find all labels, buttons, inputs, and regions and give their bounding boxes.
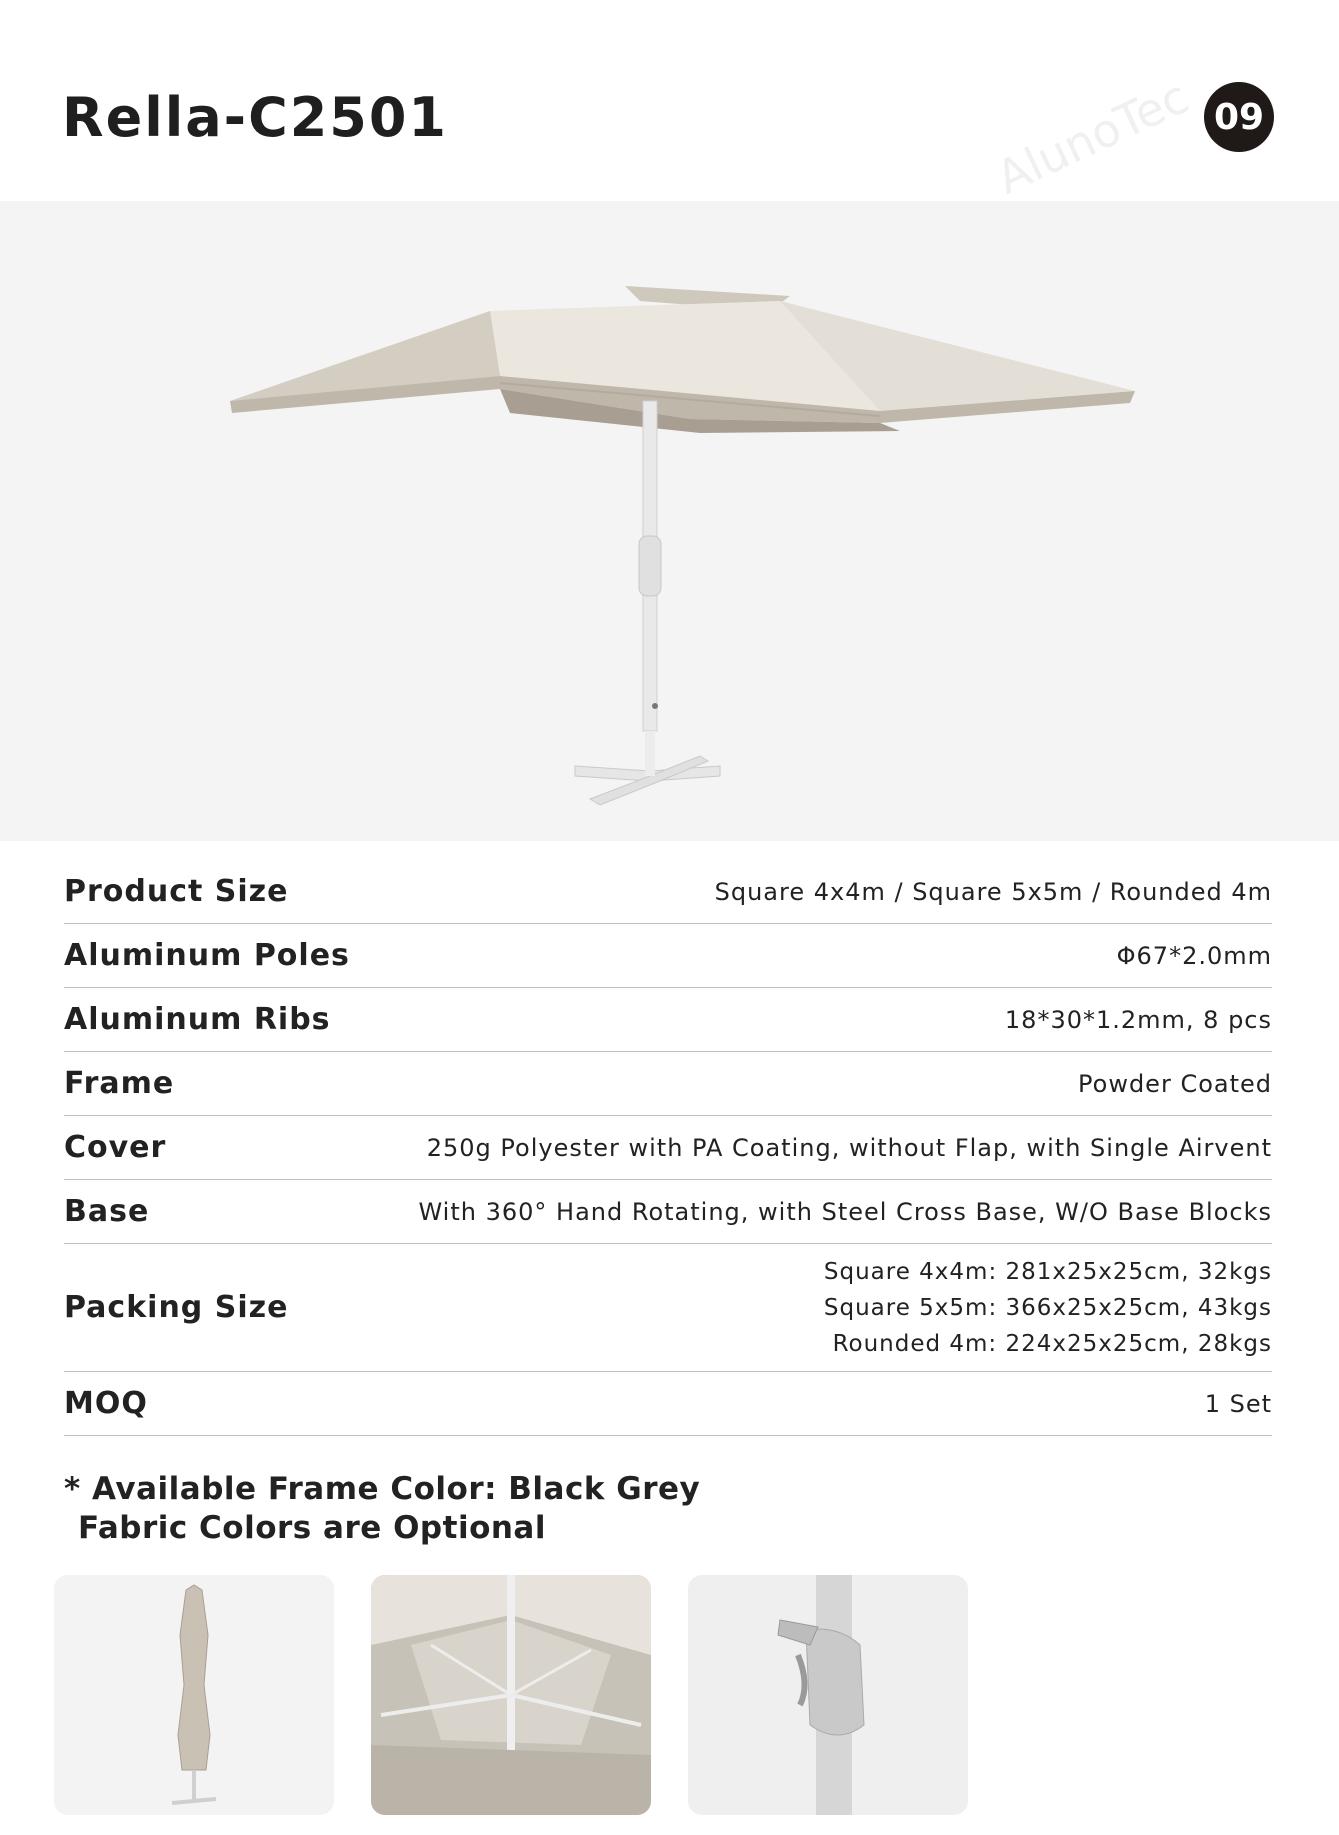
spec-value: 1 Set	[1204, 1389, 1272, 1418]
thumbnail-crank-handle	[688, 1575, 968, 1815]
spec-row-aluminum-poles	[64, 924, 1272, 988]
spec-row-frame	[64, 1052, 1272, 1116]
spec-label: Base	[64, 1194, 150, 1229]
color-note-line1: * Available Frame Color: Black Grey	[64, 1471, 701, 1507]
spec-table	[64, 860, 1272, 1436]
umbrella-illustration	[0, 201, 1339, 841]
spec-value: 250g Polyester with PA Coating, without Flap, with Single Airvent	[426, 1133, 1272, 1162]
spec-label: MOQ	[64, 1386, 148, 1421]
watermark: AlunoTec	[988, 69, 1197, 205]
canopy-underside-illustration	[371, 1575, 651, 1815]
spec-value: Powder Coated	[1078, 1069, 1272, 1098]
spec-row-cover	[64, 1116, 1272, 1180]
spec-label: Aluminum Ribs	[64, 1002, 331, 1037]
product-hero-image	[0, 201, 1339, 841]
spec-value: With 360° Hand Rotating, with Steel Cross Base, W/O Base Blocks	[418, 1197, 1272, 1226]
spec-value-line: Square 5x5m: 366x25x25cm, 43kgs	[823, 1294, 1272, 1321]
spec-value: 18*30*1.2mm, 8 pcs	[1004, 1005, 1272, 1034]
spec-value: Square 4x4m / Square 5x5m / Rounded 4m	[714, 877, 1272, 906]
closed-umbrella-illustration	[54, 1575, 334, 1815]
spec-label: Cover	[64, 1130, 167, 1165]
page-title: Rella-C2501	[62, 86, 448, 149]
spec-row-base	[64, 1180, 1272, 1244]
spec-value-list	[824, 1254, 1272, 1362]
spec-value-line: Rounded 4m: 224x25x25cm, 28kgs	[832, 1330, 1272, 1357]
spec-label: Frame	[64, 1066, 175, 1101]
spec-label: Product Size	[64, 874, 289, 909]
page-number-badge: 09	[1204, 82, 1274, 152]
thumbnail-canopy-underside	[371, 1575, 651, 1815]
color-note-line2: Fabric Colors are Optional	[78, 1510, 546, 1546]
spec-row-packing-size	[64, 1244, 1272, 1372]
spec-row-aluminum-ribs	[64, 988, 1272, 1052]
spec-label: Aluminum Poles	[64, 938, 350, 973]
spec-value-line: Square 4x4m: 281x25x25cm, 32kgs	[823, 1258, 1272, 1285]
crank-handle-illustration	[688, 1575, 968, 1815]
spec-row-product-size	[64, 860, 1272, 924]
color-note	[64, 1470, 700, 1548]
spec-label: Packing Size	[64, 1290, 289, 1325]
spec-value: Φ67*2.0mm	[1116, 941, 1272, 970]
spec-row-moq	[64, 1372, 1272, 1436]
thumbnail-closed-umbrella	[54, 1575, 334, 1815]
